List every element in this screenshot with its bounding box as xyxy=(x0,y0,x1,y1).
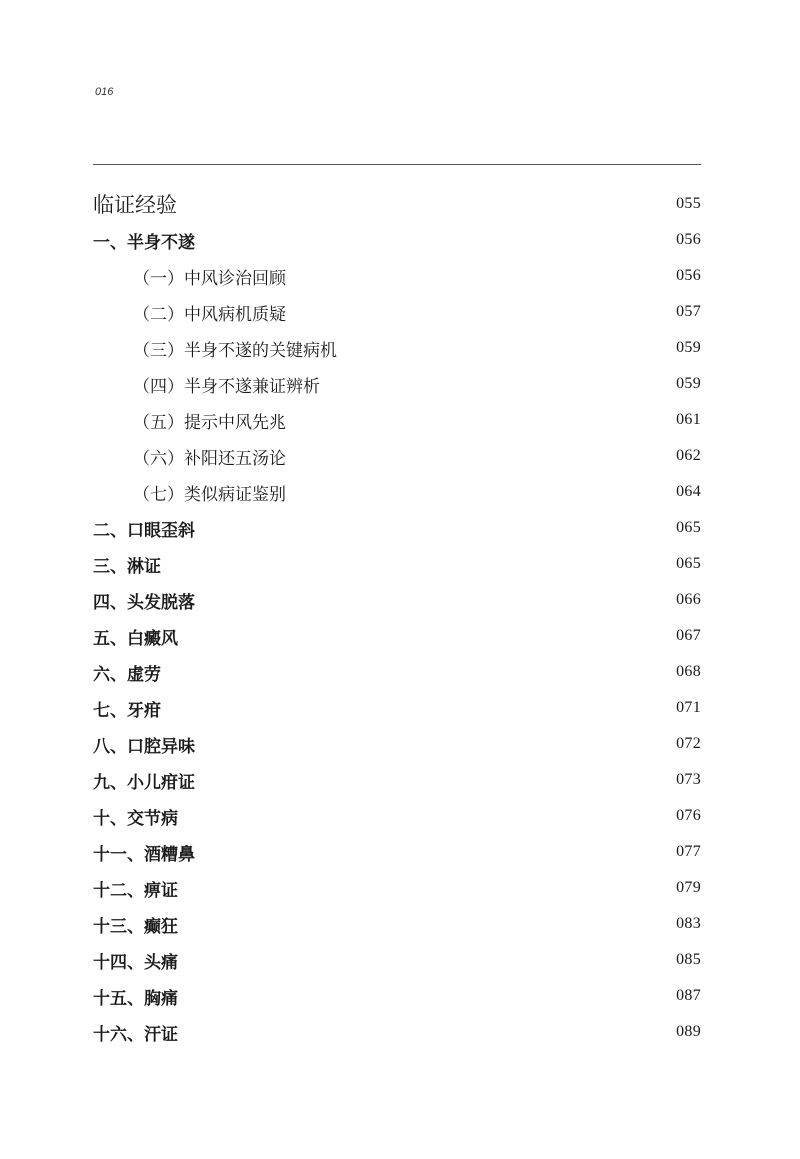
toc-entry-page: 064 xyxy=(676,483,701,500)
toc-entry-title: （二）中风病机质疑 xyxy=(133,304,286,325)
toc-entry-page: 073 xyxy=(676,771,701,788)
toc-chapter-row xyxy=(93,942,701,978)
toc-entry-title: 二、口眼歪斜 xyxy=(93,520,195,541)
toc-entry-page: 072 xyxy=(676,735,701,752)
toc-entry-page: 062 xyxy=(676,447,701,464)
toc-entry-page: 068 xyxy=(676,663,701,680)
toc-chapter-row xyxy=(93,618,701,654)
toc-section-row xyxy=(93,186,701,222)
toc-chapter-row xyxy=(93,834,701,870)
toc-entry-page: 079 xyxy=(676,879,701,896)
toc-entry-title: 十六、汗证 xyxy=(93,1024,178,1045)
toc-chapter-row xyxy=(93,582,701,618)
toc-chapter-row xyxy=(93,762,701,798)
toc-section-page: 055 xyxy=(676,195,701,212)
toc-entry-page: 065 xyxy=(676,519,701,536)
table-of-contents xyxy=(93,186,701,1050)
toc-entry-title: 四、头发脱落 xyxy=(93,592,195,613)
toc-entry-title: 一、半身不遂 xyxy=(93,232,195,253)
toc-entry-page: 059 xyxy=(676,375,701,392)
toc-subentry-row xyxy=(93,474,701,510)
toc-entry-title: 十、交节病 xyxy=(93,808,178,829)
toc-subentry-row xyxy=(93,294,701,330)
toc-entry-page: 067 xyxy=(676,627,701,644)
toc-chapter-row xyxy=(93,870,701,906)
toc-chapter-row xyxy=(93,222,701,258)
toc-subentry-row xyxy=(93,366,701,402)
toc-subentry-row xyxy=(93,438,701,474)
toc-entry-page: 083 xyxy=(676,915,701,932)
toc-entry-page: 061 xyxy=(676,411,701,428)
toc-chapter-row xyxy=(93,798,701,834)
toc-entry-title: （五）提示中风先兆 xyxy=(133,412,286,433)
toc-entry-title: 七、牙疳 xyxy=(93,700,161,721)
toc-subentry-row xyxy=(93,258,701,294)
toc-entry-title: （三）半身不遂的关键病机 xyxy=(133,340,337,361)
toc-entry-title: 六、虚劳 xyxy=(93,664,161,685)
toc-section-title: 临证经验 xyxy=(93,193,177,217)
toc-entry-page: 076 xyxy=(676,807,701,824)
toc-entry-page: 056 xyxy=(676,267,701,284)
toc-entry-page: 087 xyxy=(676,987,701,1004)
toc-entry-title: 十四、头痛 xyxy=(93,952,178,973)
toc-subentry-row xyxy=(93,330,701,366)
toc-entry-title: 十二、痹证 xyxy=(93,880,178,901)
toc-entry-page: 085 xyxy=(676,951,701,968)
toc-entry-title: 十一、酒糟鼻 xyxy=(93,844,195,865)
toc-subentry-row xyxy=(93,402,701,438)
toc-entry-title: 三、淋证 xyxy=(93,556,161,577)
toc-chapter-row xyxy=(93,546,701,582)
toc-entry-page: 059 xyxy=(676,339,701,356)
toc-chapter-row xyxy=(93,726,701,762)
toc-entry-title: 十五、胸痛 xyxy=(93,988,178,1009)
toc-entry-page: 056 xyxy=(676,231,701,248)
toc-chapter-row xyxy=(93,510,701,546)
page-number: 016 xyxy=(95,86,114,98)
toc-entry-page: 077 xyxy=(676,843,701,860)
toc-entry-title: 五、白癜风 xyxy=(93,628,178,649)
toc-chapter-row xyxy=(93,690,701,726)
toc-entry-page: 089 xyxy=(676,1023,701,1040)
toc-entry-page: 065 xyxy=(676,555,701,572)
toc-chapter-row xyxy=(93,654,701,690)
toc-chapter-row xyxy=(93,906,701,942)
toc-entry-title: 九、小儿疳证 xyxy=(93,772,195,793)
header-divider xyxy=(93,164,701,165)
toc-entry-title: （一）中风诊治回顾 xyxy=(133,268,286,289)
toc-entry-page: 066 xyxy=(676,591,701,608)
toc-entry-title: （四）半身不遂兼证辨析 xyxy=(133,376,320,397)
toc-chapter-row xyxy=(93,1014,701,1050)
toc-entry-title: 八、口腔异味 xyxy=(93,736,195,757)
toc-entry-title: （六）补阳还五汤论 xyxy=(133,448,286,469)
toc-entry-page: 071 xyxy=(676,699,701,716)
toc-entry-title: 十三、癫狂 xyxy=(93,916,178,937)
toc-chapter-row xyxy=(93,978,701,1014)
toc-entry-title: （七）类似病证鉴别 xyxy=(133,484,286,505)
toc-entry-page: 057 xyxy=(676,303,701,320)
